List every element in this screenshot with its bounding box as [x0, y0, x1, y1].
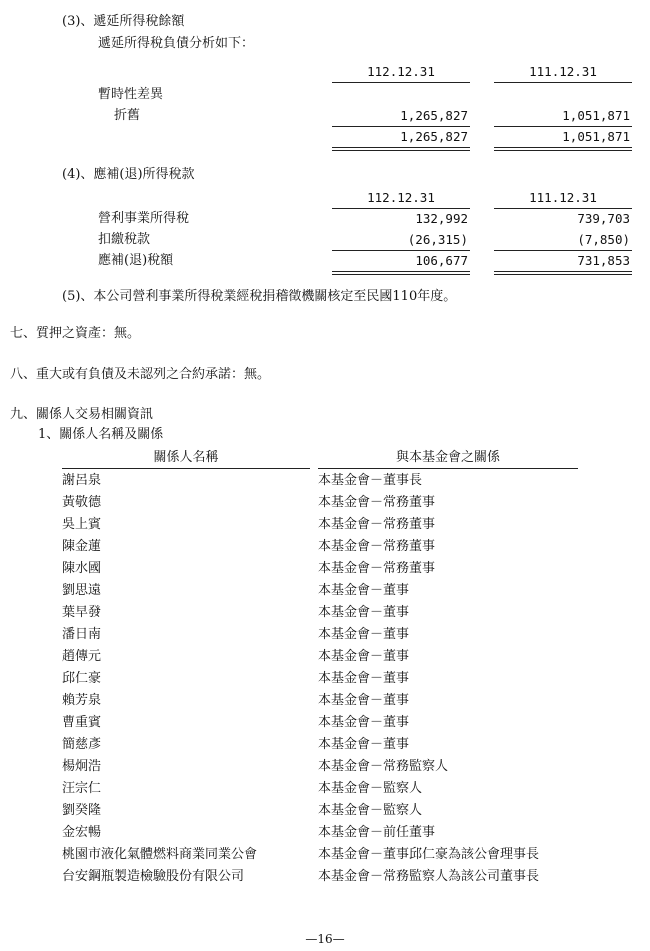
related-party-relationship: 本基金會－董事	[318, 671, 410, 686]
related-party-name: 潘日南	[62, 627, 102, 642]
related-party-heading: 九、關係人交易相關資訊	[10, 407, 154, 422]
payable-row-112: 106,677	[415, 253, 468, 268]
payable-row-112: 132,992	[415, 211, 468, 226]
payable-header-rule-2	[494, 208, 632, 209]
payable-col-111: 111.12.31	[529, 190, 597, 205]
related-party-relationship: 本基金會－監察人	[318, 803, 423, 818]
depreciation-label: 折舊	[114, 108, 141, 123]
related-party-name: 葉早發	[62, 605, 102, 620]
related-party-name: 邱仁豪	[62, 671, 102, 686]
related-party-name: 陳水國	[62, 561, 102, 576]
related-party-relationship: 本基金會－董事	[318, 693, 410, 708]
pledged-assets-section: 七、質押之資產：無。	[10, 326, 141, 341]
related-party-relationship: 本基金會－董事邱仁豪為該公會理事長	[318, 847, 540, 862]
related-party-name: 桃園市液化氣體燃料商業同業公會	[62, 847, 258, 862]
related-party-relationship: 本基金會－董事	[318, 715, 410, 730]
deferred-total-111: 1,051,871	[562, 129, 630, 144]
page-number: —16—	[305, 932, 345, 946]
related-party-name: 簡慈彥	[62, 737, 102, 752]
related-party-relationship: 本基金會－常務董事	[318, 495, 436, 510]
depreciation-112: 1,265,827	[400, 108, 468, 123]
deferred-tax-intro: 遞延所得稅負債分析如下：	[98, 36, 255, 51]
depreciation-111: 1,051,871	[562, 108, 630, 123]
related-party-name: 金宏暢	[62, 825, 102, 840]
payable-total-double-rule-2	[494, 271, 632, 275]
payable-row-label: 營利事業所得稅	[98, 211, 190, 226]
deferred-tax-heading: (3)、遞延所得稅餘額	[62, 14, 185, 29]
col-header-relationship: 與本基金會之關係	[395, 450, 500, 465]
related-party-relationship: 本基金會－監察人	[318, 781, 423, 796]
related-party-name: 陳金蓮	[62, 539, 102, 554]
related-party-name: 吳上賓	[62, 517, 102, 532]
col-header-name: 關係人名稱	[153, 450, 219, 465]
payable-row-label: 應補(退)稅額	[98, 253, 174, 268]
deferred-total-112: 1,265,827	[400, 129, 468, 144]
tax-assessment-note: (5)、本公司營利事業所得稅業經稅捐稽徵機關核定至民國110年度。	[62, 289, 457, 304]
deferred-col-112: 112.12.31	[367, 64, 435, 79]
payable-row-111: 731,853	[577, 253, 630, 268]
related-party-subheading: 1、關係人名稱及關係	[38, 427, 164, 442]
related-party-name: 趙傳元	[62, 649, 102, 664]
related-party-relationship: 本基金會－董事長	[318, 473, 423, 488]
related-party-relationship: 本基金會－常務董事	[318, 561, 436, 576]
related-party-relationship: 本基金會－常務董事	[318, 539, 436, 554]
related-party-name: 謝呂泉	[62, 473, 102, 488]
payable-header-rule-1	[332, 208, 470, 209]
related-party-relationship: 本基金會－常務監察人	[318, 759, 449, 774]
payable-row-label: 扣繳稅款	[98, 232, 151, 247]
deferred-col-111: 111.12.31	[529, 64, 597, 79]
payable-col-112: 112.12.31	[367, 190, 435, 205]
related-party-name: 劉癸隆	[62, 803, 102, 818]
related-party-relationship: 本基金會－常務董事	[318, 517, 436, 532]
related-party-relationship: 本基金會－董事	[318, 649, 410, 664]
related-party-name: 賴芳泉	[62, 693, 102, 708]
deferred-header-rule-1	[332, 82, 470, 83]
deferred-total-double-rule-2	[494, 147, 632, 151]
related-party-name: 汪宗仁	[62, 781, 102, 796]
payable-heading: (4)、應補(退)所得稅款	[62, 167, 195, 182]
related-party-name: 曹重賓	[62, 715, 102, 730]
deferred-sum-rule-2	[494, 126, 632, 127]
deferred-total-double-rule-1	[332, 147, 470, 151]
related-party-relationship: 本基金會－董事	[318, 583, 410, 598]
temporary-difference-label: 暫時性差異	[98, 87, 164, 102]
related-party-name: 台安鋼瓶製造檢驗股份有限公司	[62, 869, 245, 884]
related-party-name: 楊炯浩	[62, 759, 102, 774]
related-party-name: 黃敬德	[62, 495, 102, 510]
contingent-liabilities-section: 八、重大或有負債及未認列之合約承諾：無。	[10, 367, 271, 382]
payable-total-double-rule-1	[332, 271, 470, 275]
related-party-relationship: 本基金會－董事	[318, 737, 410, 752]
payable-row-111: (7,850)	[577, 232, 630, 247]
payable-sum-rule-2	[494, 250, 632, 251]
deferred-sum-rule-1	[332, 126, 470, 127]
related-header-rule-2	[318, 468, 578, 469]
related-header-rule-1	[62, 468, 310, 469]
related-party-name: 劉思遠	[62, 583, 102, 598]
related-party-relationship: 本基金會－常務監察人為該公司董事長	[318, 869, 540, 884]
related-party-relationship: 本基金會－董事	[318, 605, 410, 620]
related-party-relationship: 本基金會－董事	[318, 627, 410, 642]
deferred-header-rule-2	[494, 82, 632, 83]
payable-sum-rule-1	[332, 250, 470, 251]
payable-row-112: (26,315)	[407, 232, 468, 247]
payable-row-111: 739,703	[577, 211, 630, 226]
related-party-relationship: 本基金會－前任董事	[318, 825, 436, 840]
